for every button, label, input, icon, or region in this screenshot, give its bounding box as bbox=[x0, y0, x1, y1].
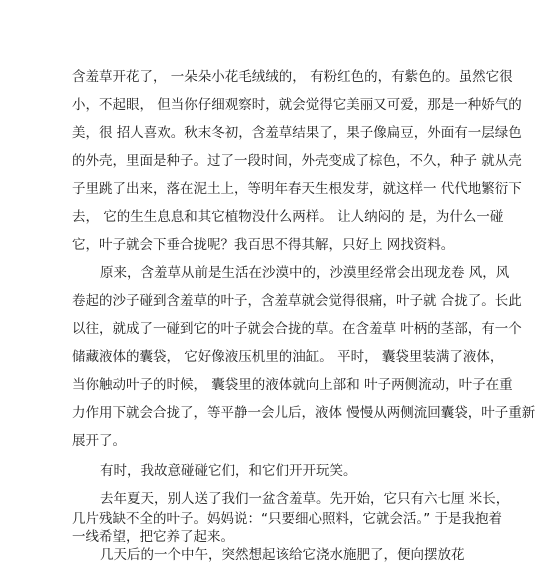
text-line: 美，很 招人喜欢。秋末冬初，含羞草结果了，果子像扁豆，外面有一层绿色 bbox=[72, 125, 522, 141]
text-line: 当你触动叶子的时候， 囊袋里的液体就向上部和 叶子两侧流动，叶子在重 bbox=[72, 377, 513, 393]
text-line: 小，不起眼， 但当你仔细观察时，就会觉得它美丽又可爱，那是一种娇气的 bbox=[72, 97, 522, 113]
paragraph-first-line: 去年夏天，别人送了我们一盆含羞草。先开始，它只有六七厘 米长， bbox=[100, 491, 510, 507]
text-line: 去， 它的生生息息和其它植物没什么两样。 让人纳闷的 是，为什么一碰 bbox=[72, 209, 504, 225]
text-line: 它，叶子就会下垂合拢呢？我百思不得其解，只好上 网找资料。 bbox=[72, 237, 455, 253]
text-line: 力作用下就会合拢了，等平静一会儿后，液体 慢慢从两侧流回囊袋，叶子重新 bbox=[72, 405, 535, 421]
text-line: 的外壳，里面是种子。过了一段时间，外壳变成了棕色，不久，种子 就从壳 bbox=[72, 153, 522, 169]
paragraph-first-line: 几天后的一个中午，突然想起该给它浇水施肥了，便向摆放花 bbox=[100, 547, 465, 563]
text-line: 子里跳了出来，落在泥土上，等明年春天生根发芽，就这样一 代代地繁衍下 bbox=[72, 181, 522, 197]
text-line: 一线希望，把它养了起来。 bbox=[72, 529, 234, 545]
paragraph-first-line: 有时，我故意碰碰它们，和它们开开玩笑。 bbox=[100, 463, 357, 479]
text-line: 卷起的沙子碰到含羞草的叶子，含羞草就会觉得很痛，叶子就 合拢了。长此 bbox=[72, 293, 522, 309]
text-line: 几片残缺不全的叶子。妈妈说：“只要细心照料，它就会活。” 于是我抱着 bbox=[72, 511, 503, 527]
text-line: 储藏液体的囊袋， 它好像液压机里的油缸。 平时， 囊袋里装满了液体， bbox=[72, 349, 504, 365]
text-line: 展开了。 bbox=[72, 433, 126, 449]
text-line: 含羞草开花了， 一朵朵小花毛绒绒的， 有粉红色的，有紫色的。虽然它很 bbox=[72, 69, 513, 85]
text-line: 以往，就成了一碰到它的叶子就会合拢的草。在含羞草 叶柄的茎部，有一个 bbox=[72, 321, 522, 337]
paragraph-first-line: 原来，含羞草从前是生活在沙漠中的，沙漠里经常会出现龙卷 风，风 bbox=[100, 265, 510, 281]
